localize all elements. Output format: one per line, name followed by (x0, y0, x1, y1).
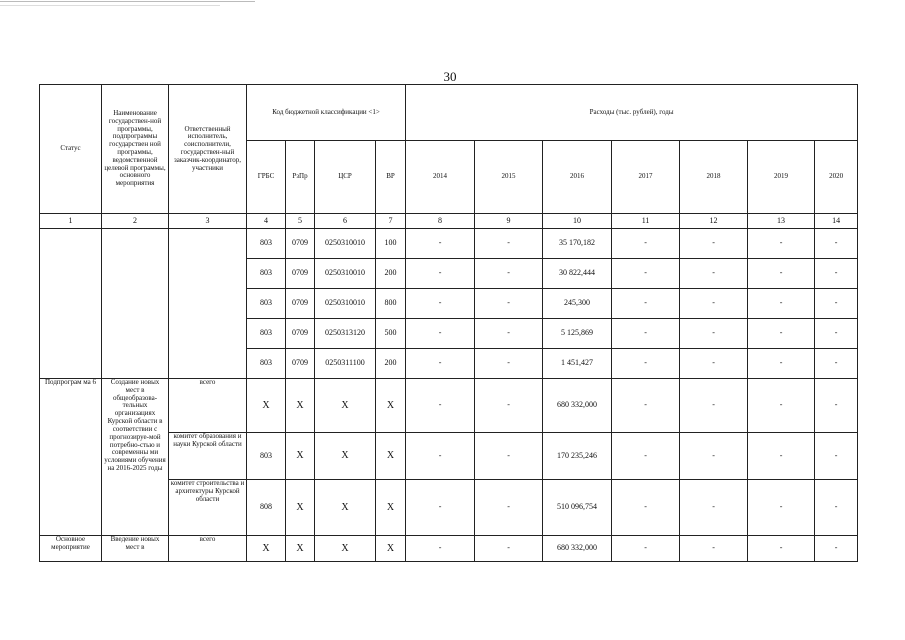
value-cell: - (475, 319, 543, 349)
col-number: 12 (680, 214, 748, 229)
value-cell: - (475, 349, 543, 379)
header-year: 2017 (612, 141, 680, 214)
value-cell: - (475, 536, 543, 562)
value-cell: - (748, 259, 815, 289)
value-cell: - (406, 229, 475, 259)
col-number: 10 (543, 214, 612, 229)
vr-cell: 500 (376, 319, 406, 349)
value-cell: - (680, 433, 748, 480)
value-cell: - (406, 480, 475, 536)
csr-cell: X (315, 433, 376, 480)
value-cell: - (680, 229, 748, 259)
csr-cell: X (315, 536, 376, 562)
value-cell: - (612, 289, 680, 319)
value-cell: 245,300 (543, 289, 612, 319)
vr-cell: X (376, 536, 406, 562)
header-status: Статус (40, 85, 102, 214)
executor-cell-empty (169, 229, 247, 379)
value-cell: - (475, 229, 543, 259)
rzpr-cell: 0709 (286, 289, 315, 319)
value-cell: - (612, 536, 680, 562)
rzpr-cell: 0709 (286, 349, 315, 379)
value-cell: 680 332,000 (543, 379, 612, 433)
csr-cell: 0250311100 (315, 349, 376, 379)
grbs-cell: 803 (247, 319, 286, 349)
csr-cell: 0250310010 (315, 289, 376, 319)
value-cell: - (475, 379, 543, 433)
col-number: 13 (748, 214, 815, 229)
header-csr: ЦСР (315, 141, 376, 214)
value-cell: - (748, 480, 815, 536)
value-cell: - (748, 319, 815, 349)
header-year: 2018 (680, 141, 748, 214)
value-cell: - (680, 379, 748, 433)
value-cell: - (612, 433, 680, 480)
header-year: 2016 (543, 141, 612, 214)
value-cell: - (748, 536, 815, 562)
value-cell: - (815, 480, 858, 536)
value-cell: - (406, 289, 475, 319)
value-cell: - (475, 289, 543, 319)
col-number: 11 (612, 214, 680, 229)
header-executor: Ответственный исполнитель, соисполнители, государствен-ный заказчик-координатор, участники (169, 85, 247, 214)
value-cell: - (680, 536, 748, 562)
rzpr-cell: X (286, 536, 315, 562)
value-cell: - (406, 259, 475, 289)
value-cell: - (815, 229, 858, 259)
name-cell-empty (102, 229, 169, 379)
rzpr-cell: X (286, 433, 315, 480)
executor-cell: комитет строительства и архитектуры Курской области (169, 480, 247, 536)
value-cell: - (475, 259, 543, 289)
grbs-cell: X (247, 379, 286, 433)
grbs-cell: 808 (247, 480, 286, 536)
value-cell: 510 096,754 (543, 480, 612, 536)
header-budget-code: Код бюджетной классификации <1> (247, 85, 406, 141)
value-cell: - (475, 433, 543, 480)
value-cell: - (680, 259, 748, 289)
value-cell: - (748, 379, 815, 433)
value-cell: 30 822,444 (543, 259, 612, 289)
grbs-cell: 803 (247, 259, 286, 289)
value-cell: - (612, 349, 680, 379)
subprogram-status: Подпрограм ма 6 (40, 379, 102, 536)
csr-cell: 0250310010 (315, 259, 376, 289)
header-year: 2020 (815, 141, 858, 214)
value-cell: 1 451,427 (543, 349, 612, 379)
value-cell: - (406, 319, 475, 349)
value-cell: - (612, 319, 680, 349)
rzpr-cell: 0709 (286, 229, 315, 259)
header-year: 2015 (475, 141, 543, 214)
value-cell: - (406, 349, 475, 379)
value-cell: - (815, 379, 858, 433)
vr-cell: 100 (376, 229, 406, 259)
header-rzpr: РзПр (286, 141, 315, 214)
col-number: 7 (376, 214, 406, 229)
rzpr-cell: 0709 (286, 259, 315, 289)
value-cell: - (612, 259, 680, 289)
main-event-status: Основное мероприятие (40, 536, 102, 562)
value-cell: - (748, 433, 815, 480)
vr-cell: 200 (376, 259, 406, 289)
rzpr-cell: 0709 (286, 319, 315, 349)
value-cell: - (748, 289, 815, 319)
subprogram-name: Создание новых мест в общеобразова-тельных организациях Курской области в соответствии с прогнозируе-мой потребно-стью и современны ми условиями обучения на 2016-2025 годы (102, 379, 169, 536)
executor-cell: комитет образования и науки Курской области (169, 433, 247, 480)
csr-cell: X (315, 480, 376, 536)
col-number: 6 (315, 214, 376, 229)
value-cell: - (815, 319, 858, 349)
executor-cell: всего (169, 536, 247, 562)
header-expenses: Расходы (тыс. рублей), годы (406, 85, 858, 141)
header-name: Наименование государствен-ной программы, подпрограммы государствен ной программы, ведомственной целевой программы, основного мероприятия (102, 85, 169, 214)
budget-table (39, 84, 858, 562)
value-cell: - (612, 379, 680, 433)
value-cell: - (406, 536, 475, 562)
value-cell: - (748, 349, 815, 379)
header-year: 2019 (748, 141, 815, 214)
rzpr-cell: X (286, 480, 315, 536)
vr-cell: 800 (376, 289, 406, 319)
value-cell: - (815, 433, 858, 480)
col-number: 9 (475, 214, 543, 229)
csr-cell: X (315, 379, 376, 433)
top-rule (0, 1, 255, 2)
col-number: 3 (169, 214, 247, 229)
value-cell: - (612, 229, 680, 259)
table-row (40, 536, 858, 562)
vr-cell: X (376, 379, 406, 433)
header-vr: ВР (376, 141, 406, 214)
value-cell: - (475, 480, 543, 536)
csr-cell: 0250310010 (315, 229, 376, 259)
vr-cell: X (376, 480, 406, 536)
page-number: 30 (443, 69, 457, 84)
grbs-cell: X (247, 536, 286, 562)
value-cell: - (815, 289, 858, 319)
header-year: 2014 (406, 141, 475, 214)
value-cell: - (612, 480, 680, 536)
vr-cell: 200 (376, 349, 406, 379)
table-row (40, 229, 858, 259)
value-cell: 680 332,000 (543, 536, 612, 562)
col-number: 14 (815, 214, 858, 229)
header-grbs: ГРБС (247, 141, 286, 214)
grbs-cell: 803 (247, 349, 286, 379)
value-cell: - (815, 259, 858, 289)
rzpr-cell: X (286, 379, 315, 433)
col-number: 2 (102, 214, 169, 229)
value-cell: - (680, 319, 748, 349)
top-rule-faint (0, 5, 220, 6)
value-cell: - (680, 289, 748, 319)
value-cell: - (748, 229, 815, 259)
vr-cell: X (376, 433, 406, 480)
col-number: 5 (286, 214, 315, 229)
value-cell: - (680, 349, 748, 379)
value-cell: - (680, 480, 748, 536)
col-number: 8 (406, 214, 475, 229)
value-cell: 35 170,182 (543, 229, 612, 259)
grbs-cell: 803 (247, 289, 286, 319)
value-cell: - (406, 433, 475, 480)
value-cell: 170 235,246 (543, 433, 612, 480)
col-number: 1 (40, 214, 102, 229)
col-number: 4 (247, 214, 286, 229)
value-cell: - (815, 349, 858, 379)
value-cell: - (406, 379, 475, 433)
value-cell: - (815, 536, 858, 562)
table-row (40, 379, 858, 433)
csr-cell: 0250313120 (315, 319, 376, 349)
grbs-cell: 803 (247, 433, 286, 480)
status-cell-empty (40, 229, 102, 379)
grbs-cell: 803 (247, 229, 286, 259)
main-event-name: Введение новых мест в (102, 536, 169, 562)
executor-cell: всего (169, 379, 247, 433)
value-cell: 5 125,869 (543, 319, 612, 349)
